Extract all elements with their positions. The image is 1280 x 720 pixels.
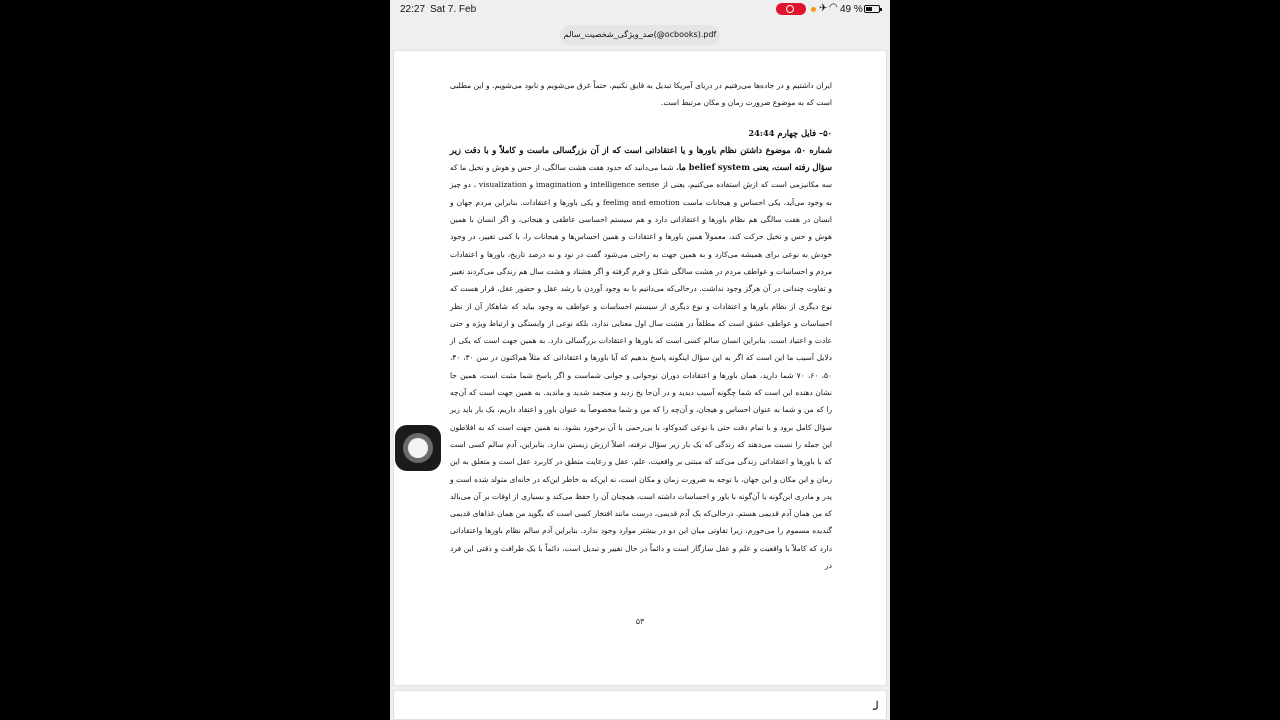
status-date: Sat 7. Feb (430, 4, 477, 15)
screen-recording-icon[interactable] (776, 3, 806, 15)
battery-percentage: 49 % (840, 4, 863, 15)
intro-paragraph: ایران داشتیم و در جاده‌ها می‌رفتیم در دریای آمریکا تبدیل به قایق نکنیم، حتماً غرق می‌شویم و نابود می‌شویم. و این مطلبی است که به موضوع ضرورت زمان و مکان مرتبط است. (450, 81, 832, 108)
page-content (450, 77, 832, 574)
mic-indicator-icon (811, 7, 816, 12)
scroll-corner-icon: ╯ (873, 702, 882, 718)
body-text: شما می‌دانید که حدود هفت هشت سالگی، از حس و هوش و تخیل ما که سه مکانیزمی است که ازش استفاده می‌کنیم، یعنی از intelligence sense و imagination و visualization ، دو چیز به وجود می‌آید، یکی احساس و هیجانات ماست feeling and emotion و یکی باورها و اعتقادات. بنابراین مردم جهان و انسان در هفت سالگی هم نظام باورها و اعتقاداتی دارد و هم سیستم احساسی عاطفی و هیجانی، و اگر انسان با همین هوش و حس و تخیل حرکت کند، معمولاً همین باورها و اعتقادات و همین احساس‌ها و هیجانات را، با کمی تغییر، در وجود خودش به نوعی برای همیشه می‌کارد و به همین جهت به راحتی می‌شود گفت در نود و نه درصد تاریخ، باورها و اعتقادات مردم و احساسات و عواطف مردم در هشت سالگی شکل و فرم گرفته و اگر هشتاد و هشت سال هم زندگی می‌کردند تغییر و تفاوت چندانی در آن هرگز وجود نداشت. درحالی‌که می‌دانیم با به وجود آوردن یا رشد عقل و حضور عقل، قرار هست که نوع دیگری از نظام باورها و اعتقادات و نوع دیگری از سیستم احساسات و عواطف به وجود بیاید که شاهکار آن از نظر احساسات و عواطف عشق است که مطلقاً در هشت سال اول معنایی ندارد، بلکه نوعی از وابستگی و ارتباط ویژه و حتی عادت و اعتیاد است. بنابراین انسان سالم کسی است که باورها و اعتقادات بزرگسالی دارد. به همین جهت است که یکی از دلایل آسیب ما این است که اگر به این سؤال اینگونه پاسخ بدهیم که آیا باورها و اعتقاداتی که مثلاً هم‌اکنون در سن ۳۰، ۴۰، ۵۰، ۶۰، ۷۰ شما دارید، همان باورها و اعتقادات دوران نوجوانی و جوانی شماست و اگر پاسخ شما مثبت است، همین جا نشان دهنده این است که شما چگونه آسیب دیدید و در آن‌جا یخ زدید و منجمد شدید و ماندید. به همین جهت است که آن‌چه را که من و شما به عنوان احساس و هیجان، و آن‌چه را که من و شما مخصوصاً به عنوان باور و اعتقاد داریم، یک بار باید زیر سؤال کامل برود و با تمام دقت حتی با نوعی کندوکاو، با بی‌رحمی با آن برخورد بشود. به همین جهت است که به افلاطون این جمله را نسبت می‌دهند که زندگی که یک بار زیر سؤال نرفته، اصلاً ارزش زیستن ندارد. بنابراین، آدم سالم کسی است که با باورها و اعتقاداتی زندگی می‌کند که مبتنی بر واقعیت، علم، عقل و رعایت منطق در کاربرد عقل است و متعلق به این زمان و این مکان و این جهان، با توجه به ضرورت زمان و مکان است، نه این‌که به خاطر این‌که در خانه‌ای متولد شده است و پدر و مادری این‌گونه یا آن‌گونه با باور و احساسات داشته است، همچنان آن را حفظ می‌کند و بسیاری از اوقات بر آن می‌بالد که من همان آدم قدیمی هستم. درحالی‌که یک آدم قدیمی، درست مانند افتخار کسی است که بگوید من همان غذاهای قدیمی گندیده مسموم را می‌خورم، زیرا تفاوتی میان این دو در بیشتر موارد وجود ندارد. بنابراین آدم سالم نظام باورها واعتقاداتی دارد که کاملاً با واقعیت و علم و عقل سازگار است و دائماً در حال تغییر و تبدیل است، دائماً با یک ظرافت و دقتی این فرد در (450, 163, 833, 571)
assistive-touch-core-icon (408, 438, 428, 458)
status-bar (390, 0, 890, 20)
lead-sentence: شماره ۵۰، موضوع داشتن نظام باورها و یا اعتقاداتی است که از آن بزرگسالی ماست و کاملاً و با دقت زیر سؤال رفته است، یعنی belief system ما. (450, 144, 832, 173)
battery-icon (864, 5, 880, 13)
section-heading: ۵۰– فایل چهارم 24:44 (748, 127, 832, 138)
pdf-page[interactable] (393, 50, 887, 686)
status-time: 22:27 (400, 4, 426, 15)
file-name-pill[interactable]: صد_ویژگی_شخصیت_سالم(@ocbooks).pdf (560, 25, 720, 45)
wifi-icon: ◠ (829, 2, 838, 13)
page-number: ۵۳ (635, 617, 645, 626)
airplane-mode-icon: ✈ (819, 3, 828, 14)
ipad-screen (390, 0, 890, 720)
assistive-touch-button[interactable] (395, 425, 441, 471)
next-pdf-page[interactable] (393, 690, 887, 720)
